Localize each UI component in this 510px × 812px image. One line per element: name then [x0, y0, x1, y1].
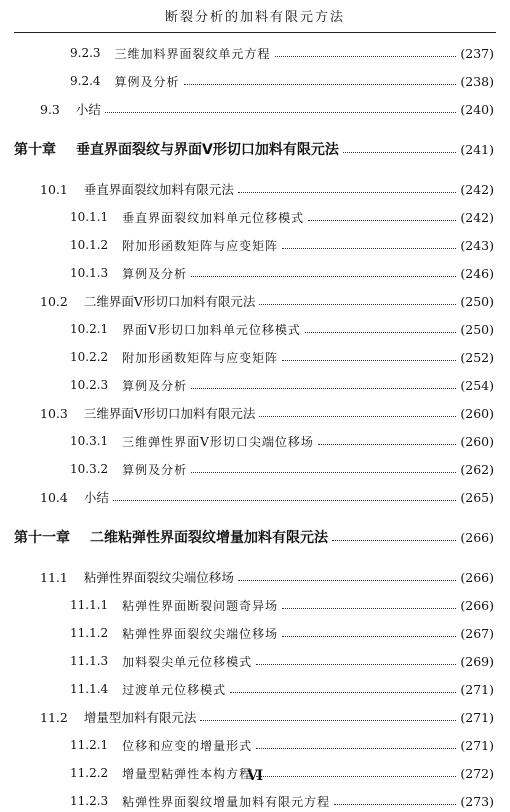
toc-entry-page: (242) [460, 181, 494, 197]
toc-entry-page: (271) [460, 681, 494, 697]
toc-entry-page: (252) [460, 349, 494, 365]
dot-leader [105, 112, 456, 113]
toc-entry-sub[interactable] [70, 734, 494, 756]
toc-entry-page: (269) [460, 653, 494, 669]
toc-entry-number: 9.2.3 [70, 46, 101, 60]
page-folio: Ⅵ [246, 768, 264, 784]
toc-entry-page: (273) [460, 793, 494, 809]
toc-entry-number: 10.2.2 [70, 350, 109, 364]
toc-entry-number: 10.3.2 [70, 462, 109, 476]
toc-entry-number: 11.1.2 [70, 626, 109, 640]
toc-entry-page: (238) [460, 73, 494, 89]
toc-entry-page: (250) [460, 293, 494, 309]
toc-entry-page: (260) [460, 433, 494, 449]
toc-entry-title: 算例及分析 [114, 74, 180, 89]
toc-entry-number: 11.1.1 [70, 598, 109, 612]
toc-entry-title: 垂直界面裂纹加料有限元法 [83, 182, 234, 197]
toc-entry-sub[interactable] [70, 458, 494, 480]
toc-entry-title: 粘弹性界面裂纹增量加料有限元方程 [122, 794, 331, 809]
toc-entry-sub[interactable] [70, 234, 494, 256]
toc-entry-sub[interactable] [70, 206, 494, 228]
toc-entry-title: 小结 [83, 490, 109, 505]
toc-entry-number: 10.4 [40, 489, 68, 505]
dot-leader [282, 248, 456, 249]
toc-entry-page: (240) [460, 101, 494, 117]
dot-leader [275, 56, 457, 57]
dot-leader [184, 84, 457, 85]
toc-entry-sub[interactable] [70, 318, 494, 340]
toc-entry-number: 10.1 [40, 181, 68, 197]
dot-leader [238, 192, 457, 193]
toc-entry-number: 10.2 [40, 293, 68, 309]
toc-entry-section[interactable] [40, 290, 494, 312]
dot-leader [332, 540, 456, 541]
toc-entry-title: 过渡单元位移模式 [122, 682, 227, 697]
toc-entry-page: (266) [460, 569, 494, 585]
toc-entry-number: 11.1 [40, 569, 68, 585]
toc-entry-number: 11.1.3 [70, 654, 109, 668]
toc-entry-number: 10.1.1 [70, 210, 109, 224]
dot-leader [282, 360, 456, 361]
toc-entry-sub[interactable] [70, 42, 494, 64]
toc-entry-title: 附加形函数矩阵与应变矩阵 [122, 238, 279, 253]
dot-leader [334, 804, 456, 805]
toc-entry-number: 11.2.1 [70, 738, 109, 752]
dot-leader [259, 416, 456, 417]
dot-leader [256, 748, 456, 749]
toc-entry-page: (271) [460, 737, 494, 753]
dot-leader [230, 692, 456, 693]
dot-leader [305, 332, 457, 333]
dot-leader [191, 276, 456, 277]
toc-entry-number: 11.2.3 [70, 794, 109, 808]
toc-entry-title: 二维界面V形切口加料有限元法 [83, 294, 256, 309]
toc-entry-page: (267) [460, 625, 494, 641]
toc-entry-title: 粘弹性界面断裂问题奇异场 [122, 598, 279, 613]
toc-entry-title: 加料裂尖单元位移模式 [122, 654, 253, 669]
toc-entry-number: 9.2.4 [70, 74, 101, 88]
toc-entry-title: 二维粘弹性界面裂纹增量加料有限元法 [90, 530, 328, 546]
toc-entry-title: 粘弹性界面裂纹尖端位移场 [83, 570, 234, 585]
toc-entry-number: 9.3 [40, 101, 60, 117]
toc-entry-page: (237) [460, 45, 494, 61]
toc-entry-page: (254) [460, 377, 494, 393]
toc-entry-page: (271) [460, 709, 494, 725]
toc-entry-sub[interactable] [70, 262, 494, 284]
toc-entry-title: 算例及分析 [122, 378, 188, 393]
toc-entry-number: 11.2.2 [70, 766, 109, 780]
toc-entry-number: 第十一章 [14, 530, 70, 546]
toc-entry-title: 三维弹性界面V形切口尖端位移场 [122, 434, 314, 449]
toc-entry-title: 垂直界面裂纹加料单元位移模式 [122, 210, 305, 225]
dot-leader [308, 220, 456, 221]
running-header: 断裂分析的加料有限元方法 [164, 10, 345, 25]
dot-leader [343, 152, 457, 153]
toc-entry-section[interactable] [40, 486, 494, 508]
toc-entry-number: 第十章 [14, 142, 56, 158]
toc-entry-page: (265) [460, 489, 494, 505]
dot-leader [191, 388, 456, 389]
toc-entry-title: 算例及分析 [122, 266, 188, 281]
toc-entry-title: 增量型加料有限元法 [83, 710, 197, 725]
dot-leader [200, 720, 456, 721]
toc-entry-title: 小结 [75, 102, 101, 117]
toc-entry-title: 位移和应变的增量形式 [122, 738, 253, 753]
toc-entry-section[interactable] [40, 706, 494, 728]
toc-entry-page: (260) [460, 405, 494, 421]
toc-entry-section[interactable] [40, 178, 494, 200]
toc-entry-title: 界面V形切口加料单元位移模式 [122, 322, 301, 337]
toc-entry-page: (246) [460, 265, 494, 281]
toc-entry-sub[interactable] [70, 678, 494, 700]
toc-entry-sub[interactable] [70, 70, 494, 92]
dot-leader [282, 636, 456, 637]
toc-entry-page: (266) [460, 597, 494, 613]
dot-leader [113, 500, 457, 501]
toc-entry-number: 10.2.1 [70, 322, 109, 336]
toc-entry-page: (272) [460, 765, 494, 781]
toc-entry-number: 10.3 [40, 405, 68, 421]
toc-entry-title: 三维界面V形切口加料有限元法 [83, 406, 256, 421]
toc-entry-title: 垂直界面裂纹与界面V形切口加料有限元法 [76, 142, 339, 158]
toc-entry-sub[interactable] [70, 430, 494, 452]
toc-entry-number: 11.1.4 [70, 682, 109, 696]
dot-leader [259, 304, 456, 305]
toc-entry-title: 算例及分析 [122, 462, 188, 477]
toc-entry-sub[interactable] [70, 374, 494, 396]
toc-entry-section[interactable] [40, 402, 494, 424]
toc-entry-page: (250) [460, 321, 494, 337]
dot-leader [256, 664, 456, 665]
toc-entry-page: (241) [460, 141, 494, 157]
toc-entry-sub[interactable] [70, 790, 494, 812]
toc-entry-sub[interactable] [70, 650, 494, 672]
toc-entry-number: 10.1.2 [70, 238, 109, 252]
toc-entry-title: 增量型粘弹性本构方程 [122, 766, 253, 781]
toc-entry-section[interactable] [40, 566, 494, 588]
toc-entry-number: 10.2.3 [70, 378, 109, 392]
toc-entry-section[interactable] [40, 98, 494, 120]
toc-entry-title: 粘弹性界面裂纹尖端位移场 [122, 626, 279, 641]
toc-entry-number: 10.3.1 [70, 434, 109, 448]
dot-leader [191, 472, 456, 473]
toc-entry-page: (243) [460, 237, 494, 253]
dot-leader [238, 580, 457, 581]
toc-entry-chapter[interactable] [14, 138, 494, 160]
dot-leader [282, 608, 456, 609]
toc-entry-number: 10.1.3 [70, 266, 109, 280]
toc-entry-title: 附加形函数矩阵与应变矩阵 [122, 350, 279, 365]
toc-entry-sub[interactable] [70, 346, 494, 368]
toc-entry-page: (242) [460, 209, 494, 225]
toc-entry-title: 三维加料界面裂纹单元方程 [114, 46, 271, 61]
toc-entry-page: (266) [460, 529, 494, 545]
dot-leader [318, 444, 457, 445]
toc-entry-page: (262) [460, 461, 494, 477]
toc-entry-number: 11.2 [40, 709, 68, 725]
toc-entry-sub[interactable] [70, 622, 494, 644]
toc-entry-sub[interactable] [70, 594, 494, 616]
toc-entry-chapter[interactable] [14, 526, 494, 548]
